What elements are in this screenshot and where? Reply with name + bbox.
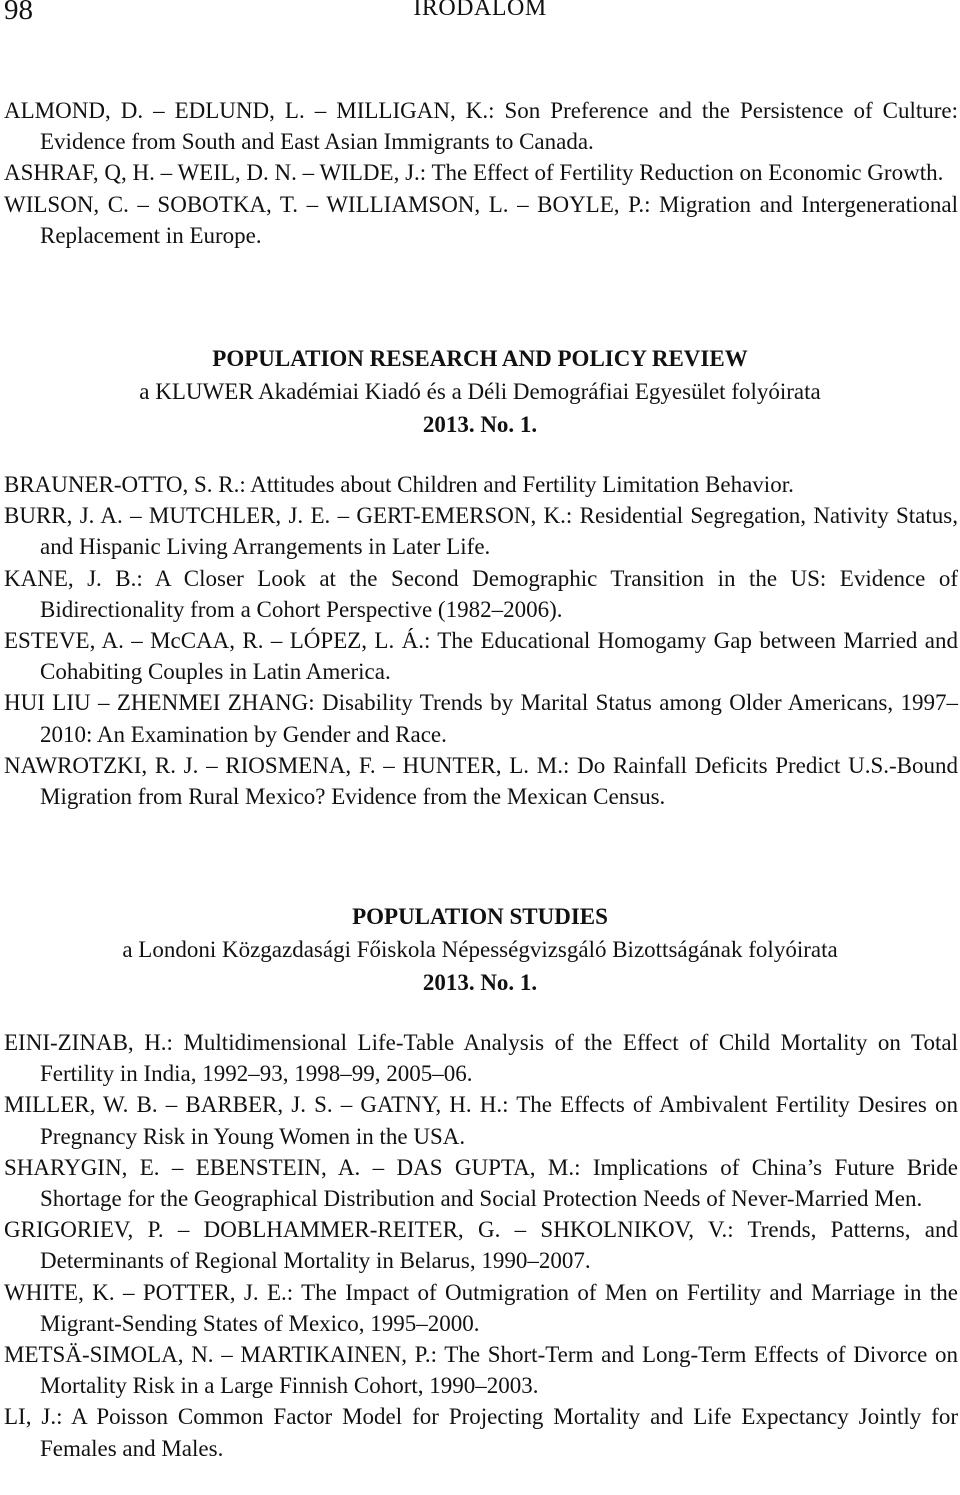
journal-subtitle: a KLUWER Akadémiai Kiadó és a Déli Demográfiai Egyesület folyóirata [139, 379, 821, 404]
reference-entry: METSÄ-SIMOLA, N. – MARTIKAINEN, P.: The Short-Term and Long-Term Effects of Divorce on Mortality Risk in a Large Finnish Cohort, 1990–2003. [4, 1342, 958, 1399]
journal-subtitle: a Londoni Közgazdasági Főiskola Népességvizsgáló Bizottságának folyóirata [122, 937, 838, 962]
reference-entry: LI, J.: A Poisson Common Factor Model for Projecting Mortality and Life Expectancy Jointly for Females and Males. [4, 1404, 958, 1461]
reference-entry: WILSON, C. – SOBOTKA, T. – WILLIAMSON, L. – BOYLE, P.: Migration and Intergenerational Replacement in Europe. [4, 191, 958, 248]
running-title: IRODALOM [413, 0, 547, 21]
reference-entry: GRIGORIEV, P. – DOBLHAMMER-REITER, G. – SHKOLNIKOV, V.: Trends, Patterns, and Determinants of Regional Mortality in Belarus, 1990–2007. [4, 1217, 958, 1274]
journal-heading-1 [0, 342, 960, 441]
reference-entry: BRAUNER-OTTO, S. R.: Attitudes about Children and Fertility Limitation Behavior. [4, 472, 794, 497]
journal-issue: 2013. No. 1. [422, 970, 538, 995]
journal-title: POPULATION RESEARCH AND POLICY REVIEW [212, 346, 748, 371]
reference-entry: ALMOND, D. – EDLUND, L. – MILLIGAN, K.: Son Preference and the Persistence of Culture: Evidence from South and East Asian Immigrants to Canada. [4, 98, 958, 155]
page-number: 98 [4, 0, 33, 26]
page-header [0, 0, 960, 30]
reference-list-3 [0, 1027, 960, 1464]
reference-entry: MILLER, W. B. – BARBER, J. S. – GATNY, H. H.: The Effects of Ambivalent Fertility Desires on Pregnancy Risk in Young Women in the USA. [4, 1092, 958, 1149]
reference-entry: NAWROTZKI, R. J. – RIOSMENA, F. – HUNTER, L. M.: Do Rainfall Deficits Predict U.S.-Bound Migration from Rural Mexico? Evidence from the Mexican Census. [4, 752, 958, 810]
reference-entry: SHARYGIN, E. – EBENSTEIN, A. – DAS GUPTA, M.: Implications of China’s Future Bride Shortage for the Geographical Distribution and Social Protection Needs of Never-Married Men. [4, 1154, 958, 1212]
reference-entry: KANE, J. B.: A Closer Look at the Second Demographic Transition in the US: Evidence of Bidirectionality from a Cohort Perspective (1982–2006). [4, 565, 958, 622]
journal-title: POPULATION STUDIES [352, 904, 608, 929]
reference-list-1 [0, 95, 960, 251]
reference-entry: ASHRAF, Q, H. – WEIL, D. N. – WILDE, J.: The Effect of Fertility Reduction on Economic Growth. [4, 160, 944, 186]
reference-entry: ESTEVE, A. – McCAA, R. – LÓPEZ, L. Á.: The Educational Homogamy Gap between Married and Cohabiting Couples in Latin America. [4, 628, 958, 685]
reference-entry: EINI-ZINAB, H.: Multidimensional Life-Table Analysis of the Effect of Child Mortality on Total Fertility in India, 1992–93, 1998–99, 2005–06. [4, 1030, 958, 1087]
reference-entry: WHITE, K. – POTTER, J. E.: The Impact of Outmigration of Men on Fertility and Marriage in the Migrant-Sending States of Mexico, 1995–2000. [4, 1279, 958, 1336]
journal-issue: 2013. No. 1. [422, 412, 538, 437]
reference-entry: BURR, J. A. – MUTCHLER, J. E. – GERT-EMERSON, K.: Residential Segregation, Nativity Status, and Hispanic Living Arrangements in Later Life. [4, 503, 958, 560]
journal-heading-2 [0, 900, 960, 999]
reference-entry: HUI LIU – ZHENMEI ZHANG: Disability Trends by Marital Status among Older Americans, 1997–2010: An Examination by Gender and Race. [4, 690, 958, 747]
reference-list-2 [0, 469, 960, 812]
